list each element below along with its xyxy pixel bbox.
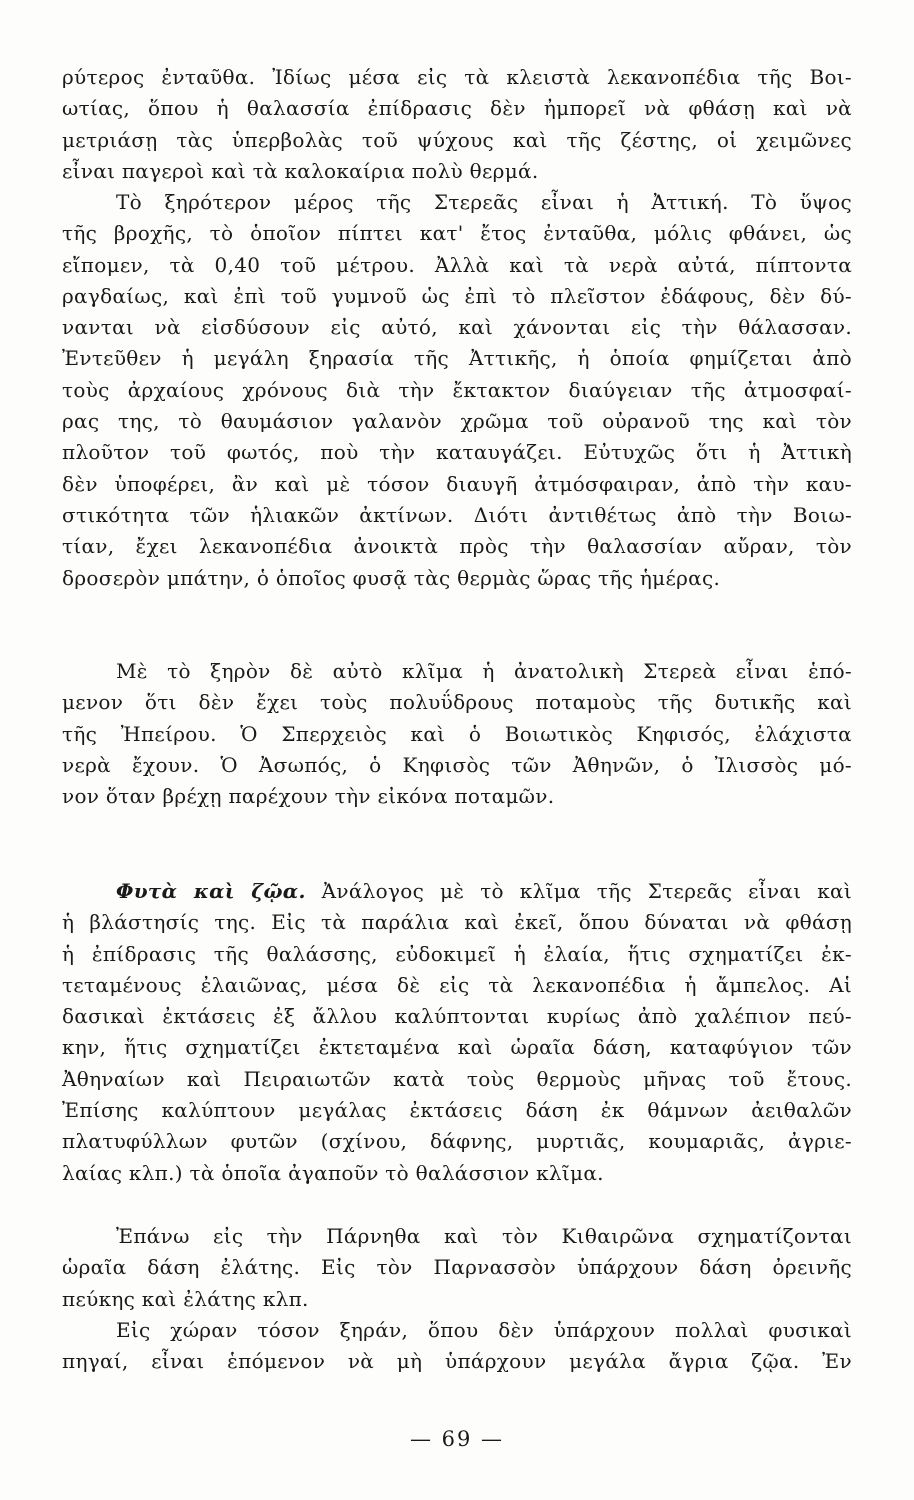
text-line: δροσερὸν μπάτην, ὁ ὁποῖος φυσᾷ τὰς θερμὰς ὥρας τῆς ἡμέρας. [62, 565, 721, 590]
text-line: Ἐντεῦθεν ἡ μεγάλη ξηρασία τῆς Ἀττικῆς, ἡ ὁποία φημίζεται ἀπὸ [62, 346, 852, 371]
text-line: δὲν ὑποφέρει, ἂν καὶ μὲ τόσον διαυγῆ ἀτμόσφαιραν, ἀπὸ τὴν καυ- [62, 471, 852, 496]
paragraph-2 [62, 187, 852, 594]
text-line: ὡραῖα δάση ἐλάτης. Εἰς τὸν Παρνασσὸν ὑπάρχουν δάση ὀρεινῆς [62, 1255, 852, 1280]
text-line: μετριάσῃ τὰς ὑπερβολὰς τοῦ ψύχους καὶ τῆς ζέστης, οἱ χειμῶνες [62, 127, 852, 152]
paragraph-1 [62, 62, 852, 187]
text-line: τεταμένους ἐλαιῶνας, μέσα δὲ εἰς τὰ λεκανοπέδια ἡ ἄμπελος. Αἱ [62, 972, 852, 997]
paragraph-4 [62, 876, 852, 1189]
text-line: ραγδαίως, καὶ ἐπὶ τοῦ γυμνοῦ ὡς ἐπὶ τὸ πλεῖστον ἐδάφους, δὲν δύ- [62, 283, 852, 308]
text-line: στικότητα τῶν ἡλιακῶν ἀκτίνων. Διότι ἀντιθέτως ἀπὸ τὴν Βοιω- [62, 502, 852, 527]
text-line: πεύκης καὶ ἐλάτης κλπ. [62, 1286, 309, 1311]
text-fragment: Ἀνάλογος μὲ τὸ κλῖμα τῆς Στερεᾶς εἶναι καὶ [321, 879, 852, 903]
text-line: πλοῦτον τοῦ φωτός, ποὺ τὴν καταυγάζει. Εὐτυχῶς ὅτι ἡ Ἀττικὴ [62, 440, 852, 465]
text-line: νερὰ ἔχουν. Ὁ Ἀσωπός, ὁ Κηφισὸς τῶν Ἀθηνῶν, ὁ Ἰλισσὸς μό- [62, 752, 852, 777]
paragraph-3 [62, 656, 852, 812]
text-line: ρύτερος ἐνταῦθα. Ἰδίως μέσα εἰς τὰ κλειστὰ λεκανοπέδια τῆς Βοι- [62, 65, 852, 89]
text-line: Ἐπίσης καλύπτουν μεγάλας ἐκτάσεις δάση ἐκ θάμνων ἀειθαλῶν [62, 1098, 852, 1123]
text-line: Ἐπάνω εἰς τὴν Πάρνηθα καὶ τὸν Κιθαιρῶνα σχηματίζονται [116, 1224, 852, 1248]
page-number: — 69 — [409, 1427, 505, 1451]
text-line: δασικαὶ ἐκτάσεις ἐξ ἄλλου καλύπτονται κυρίως ἀπὸ χαλέπιον πεύ- [62, 1004, 852, 1029]
text-line: Εἰς χώραν τόσον ξηράν, ὅπου δὲν ὑπάρχουν πολλαὶ φυσικαὶ [116, 1318, 852, 1342]
text-line: τῆς Ἠπείρου. Ὁ Σπερχειὸς καὶ ὁ Βοιωτικὸς Κηφισός, ἐλάχιστα [62, 721, 852, 746]
text-line: εἴπομεν, τὰ 0,40 τοῦ μέτρου. Ἀλλὰ καὶ τὰ νερὰ αὐτά, πίπτοντα [62, 252, 852, 277]
text-line: Τὸ ξηρότερον μέρος τῆς Στερεᾶς εἶναι ἡ Ἀττική. Τὸ ὕψος [116, 190, 852, 214]
text-line: λαίας κλπ.) τὰ ὁποῖα ἀγαποῦν τὸ θαλάσσιον κλῖμα. [62, 1160, 604, 1185]
text-line: Ἀθηναίων καὶ Πειραιωτῶν κατὰ τοὺς θερμοὺς μῆνας τοῦ ἔτους. [62, 1066, 852, 1091]
text-line: τῆς βροχῆς, τὸ ὁποῖον πίπτει κατ' ἔτος ἐνταῦθα, μόλις φθάνει, ὡς [62, 221, 852, 246]
text-line: νον ὅταν βρέχῃ παρέχουν τὴν εἰκόνα ποταμῶν. [62, 784, 555, 809]
text-line: ἡ βλάστησίς της. Εἰς τὰ παράλια καὶ ἐκεῖ, ὅπου δύναται νὰ φθάσῃ [62, 910, 852, 935]
text-line: ρας της, τὸ θαυμάσιον γαλανὸν χρῶμα τοῦ οὐρανοῦ της καὶ τὸν [62, 409, 852, 434]
text-line: μενον ὅτι δὲν ἔχει τοὺς πολυΰδρους ποταμοὺς τῆς δυτικῆς καὶ [62, 690, 852, 715]
text-line: ἡ ἐπίδρασις τῆς θαλάσσης, εὐδοκιμεῖ ἡ ἐλαία, ἥτις σχηματίζει ἐκ- [62, 941, 852, 966]
text-line: πλατυφύλλων φυτῶν (σχίνου, δάφνης, μυρτιᾶς, κουμαριᾶς, ἀγριε- [62, 1129, 852, 1154]
text-line: πηγαί, εἶναι ἑπόμενον νὰ μὴ ὑπάρχουν μεγάλα ἄγρια ζῷα. Ἐν [62, 1349, 852, 1374]
paragraph-5 [62, 1221, 852, 1315]
paragraph-6 [62, 1315, 852, 1378]
text-line: νανται νὰ εἰσδύσουν εἰς αὐτό, καὶ χάνονται εἰς τὴν θάλασσαν. [62, 315, 852, 340]
text-line: τίαν, ἔχει λεκανοπέδια ἀνοικτὰ πρὸς τὴν θαλασσίαν αὔραν, τὸν [62, 534, 852, 559]
text-line: ωτίας, ὅπου ἡ θαλασσία ἐπίδρασις δὲν ἠμπορεῖ νὰ φθάσῃ καὶ νὰ [62, 96, 852, 121]
text-line: εἶναι παγεροὶ καὶ τὰ καλοκαίρια πολὺ θερμά. [62, 158, 539, 183]
text-line: Μὲ τὸ ξηρὸν δὲ αὐτὸ κλῖμα ἡ ἀνατολικὴ Στερεὰ εἶναι ἑπό- [116, 659, 852, 683]
text-line: τοὺς ἀρχαίους χρόνους διὰ τὴν ἔκτακτον διαύγειαν τῆς ἀτμοσφαί- [62, 377, 852, 402]
text-line: κην, ἥτις σχηματίζει ἐκτεταμένα καὶ ὡραῖα δάση, καταφύγιον τῶν [62, 1035, 852, 1060]
section-heading: Φυτὰ καὶ ζῷα. [116, 879, 306, 903]
text-line [62, 876, 852, 907]
